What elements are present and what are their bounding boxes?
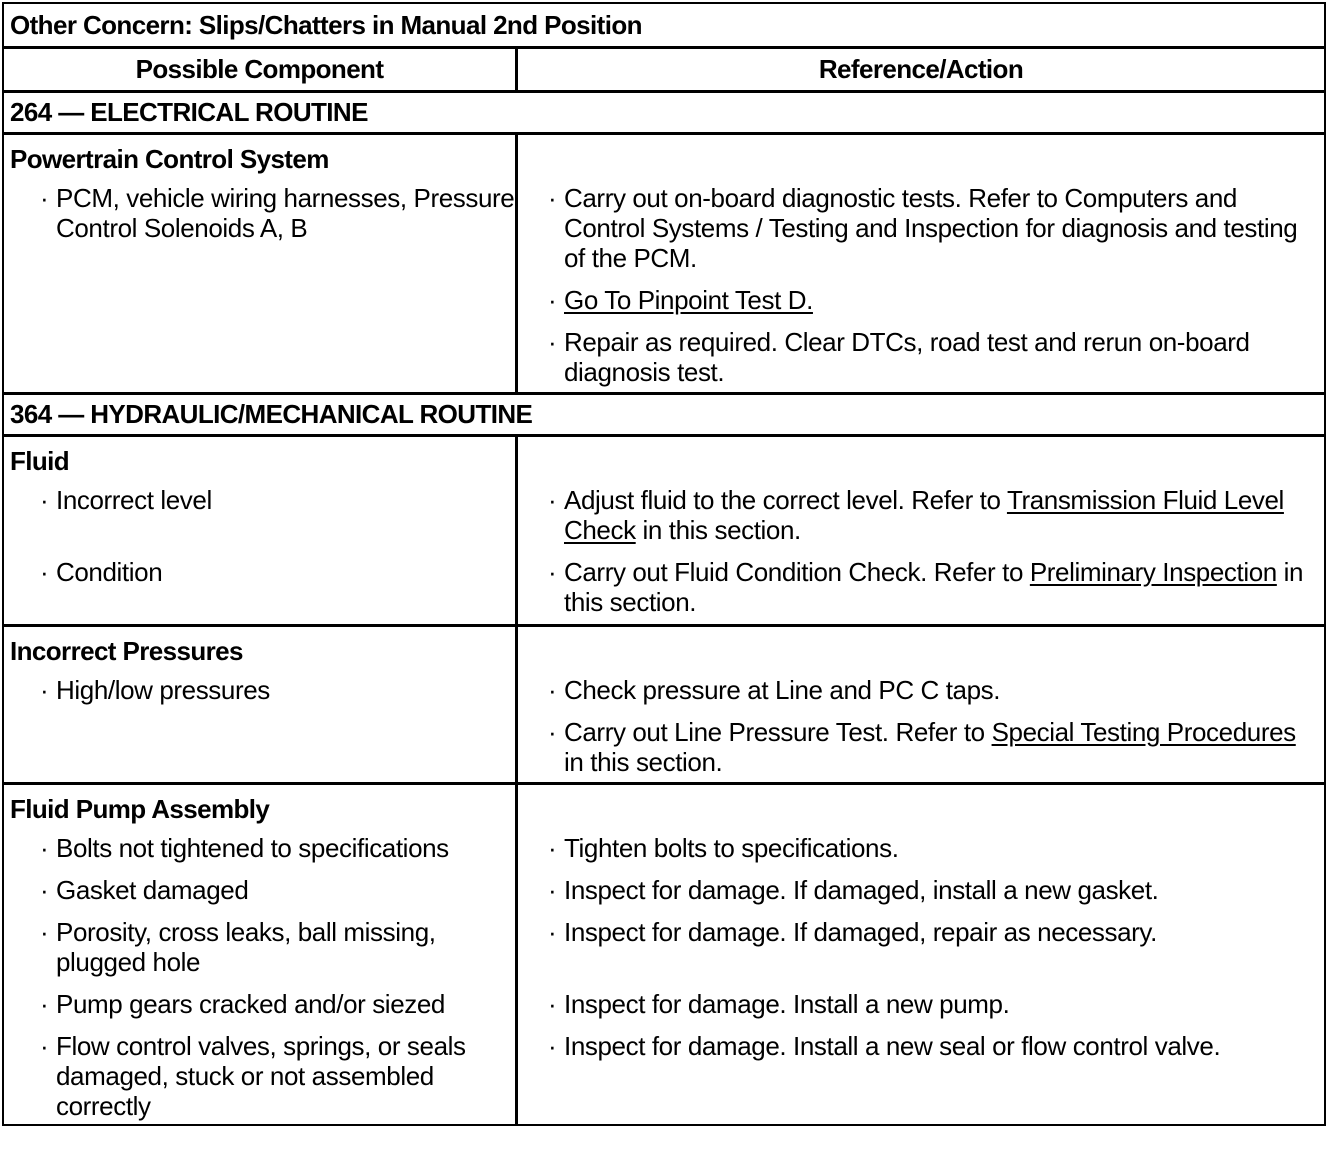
action-item: · Tighten bolts to specifications. — [548, 833, 899, 863]
component-item: · Incorrect level — [40, 485, 212, 515]
action-item: · Carry out on-board diagnostic tests. Refer to Computers and Control Systems / Testing and Inspection for diagnosis and testing of the PCM. — [548, 183, 1298, 273]
component-cell — [4, 135, 518, 392]
component-item: · Flow control valves, springs, or seals damaged, stuck or not assembled correctly — [40, 1031, 466, 1121]
component-item: · Bolts not tightened to specifications — [40, 833, 449, 863]
action-cell — [518, 437, 1324, 624]
group-title: Fluid — [10, 446, 70, 476]
component-cell — [4, 437, 518, 624]
action-item: · Carry out Fluid Condition Check. Refer to Preliminary Inspection in this section. — [548, 557, 1304, 617]
component-item: · High/low pressures — [40, 675, 270, 705]
component-cell — [4, 627, 518, 782]
component-item: · Pump gears cracked and/or siezed — [40, 989, 445, 1019]
action-item: · Check pressure at Line and PC C taps. — [548, 675, 1001, 705]
component-item: · Porosity, cross leaks, ball missing, plugged hole — [40, 917, 436, 977]
action-item: · Adjust fluid to the correct level. Refer to Transmission Fluid Level Check in this section. — [548, 485, 1284, 545]
action-item: · Carry out Line Pressure Test. Refer to Special Testing Procedures in this section. — [548, 717, 1296, 777]
fluid-level-check-link[interactable]: Transmission Fluid Level Check — [564, 485, 1284, 545]
action-item: · Inspect for damage. If damaged, install a new gasket. — [548, 875, 1159, 905]
action-item: · Inspect for damage. Install a new pump. — [548, 989, 1010, 1019]
component-item: · PCM, vehicle wiring harnesses, Pressure Control Solenoids A, B — [40, 183, 515, 243]
group-title: Powertrain Control System — [10, 144, 329, 174]
action-cell — [518, 785, 1324, 1124]
component-item: · Condition — [40, 557, 163, 587]
preliminary-inspection-link[interactable]: Preliminary Inspection — [1029, 557, 1277, 587]
diagnosis-table — [2, 2, 1326, 1126]
action-item: · Inspect for damage. Install a new seal or flow control valve. — [548, 1031, 1221, 1061]
action-cell — [518, 627, 1324, 782]
action-item: · Repair as required. Clear DTCs, road test and rerun on-board diagnosis test. — [548, 327, 1250, 387]
header-action: Reference/Action — [818, 54, 1024, 84]
group-incorrect-pressures — [4, 624, 1324, 782]
table-title: Other Concern: Slips/Chatters in Manual 2nd Position — [10, 9, 642, 40]
action-cell — [518, 135, 1324, 392]
header-component: Possible Component — [4, 49, 518, 90]
group-title: Incorrect Pressures — [10, 636, 243, 666]
routine-hydraulic: 364 — HYDRAULIC/MECHANICAL ROUTINE — [4, 392, 1324, 434]
component-cell — [4, 785, 518, 1124]
header-row — [4, 46, 1324, 90]
group-fluid-pump — [4, 782, 1324, 1124]
special-testing-link[interactable]: Special Testing Procedures — [991, 717, 1296, 747]
diagnosis-document — [2, 2, 1326, 1126]
group-powertrain — [4, 132, 1324, 392]
action-item: · Inspect for damage. If damaged, repair as necessary. — [548, 917, 1157, 947]
pinpoint-test-link[interactable]: · Go To Pinpoint Test D. — [548, 285, 813, 315]
routine-electrical: 264 — ELECTRICAL ROUTINE — [4, 90, 1324, 132]
component-item: · Gasket damaged — [40, 875, 249, 905]
group-fluid — [4, 434, 1324, 624]
group-title: Fluid Pump Assembly — [10, 794, 270, 824]
